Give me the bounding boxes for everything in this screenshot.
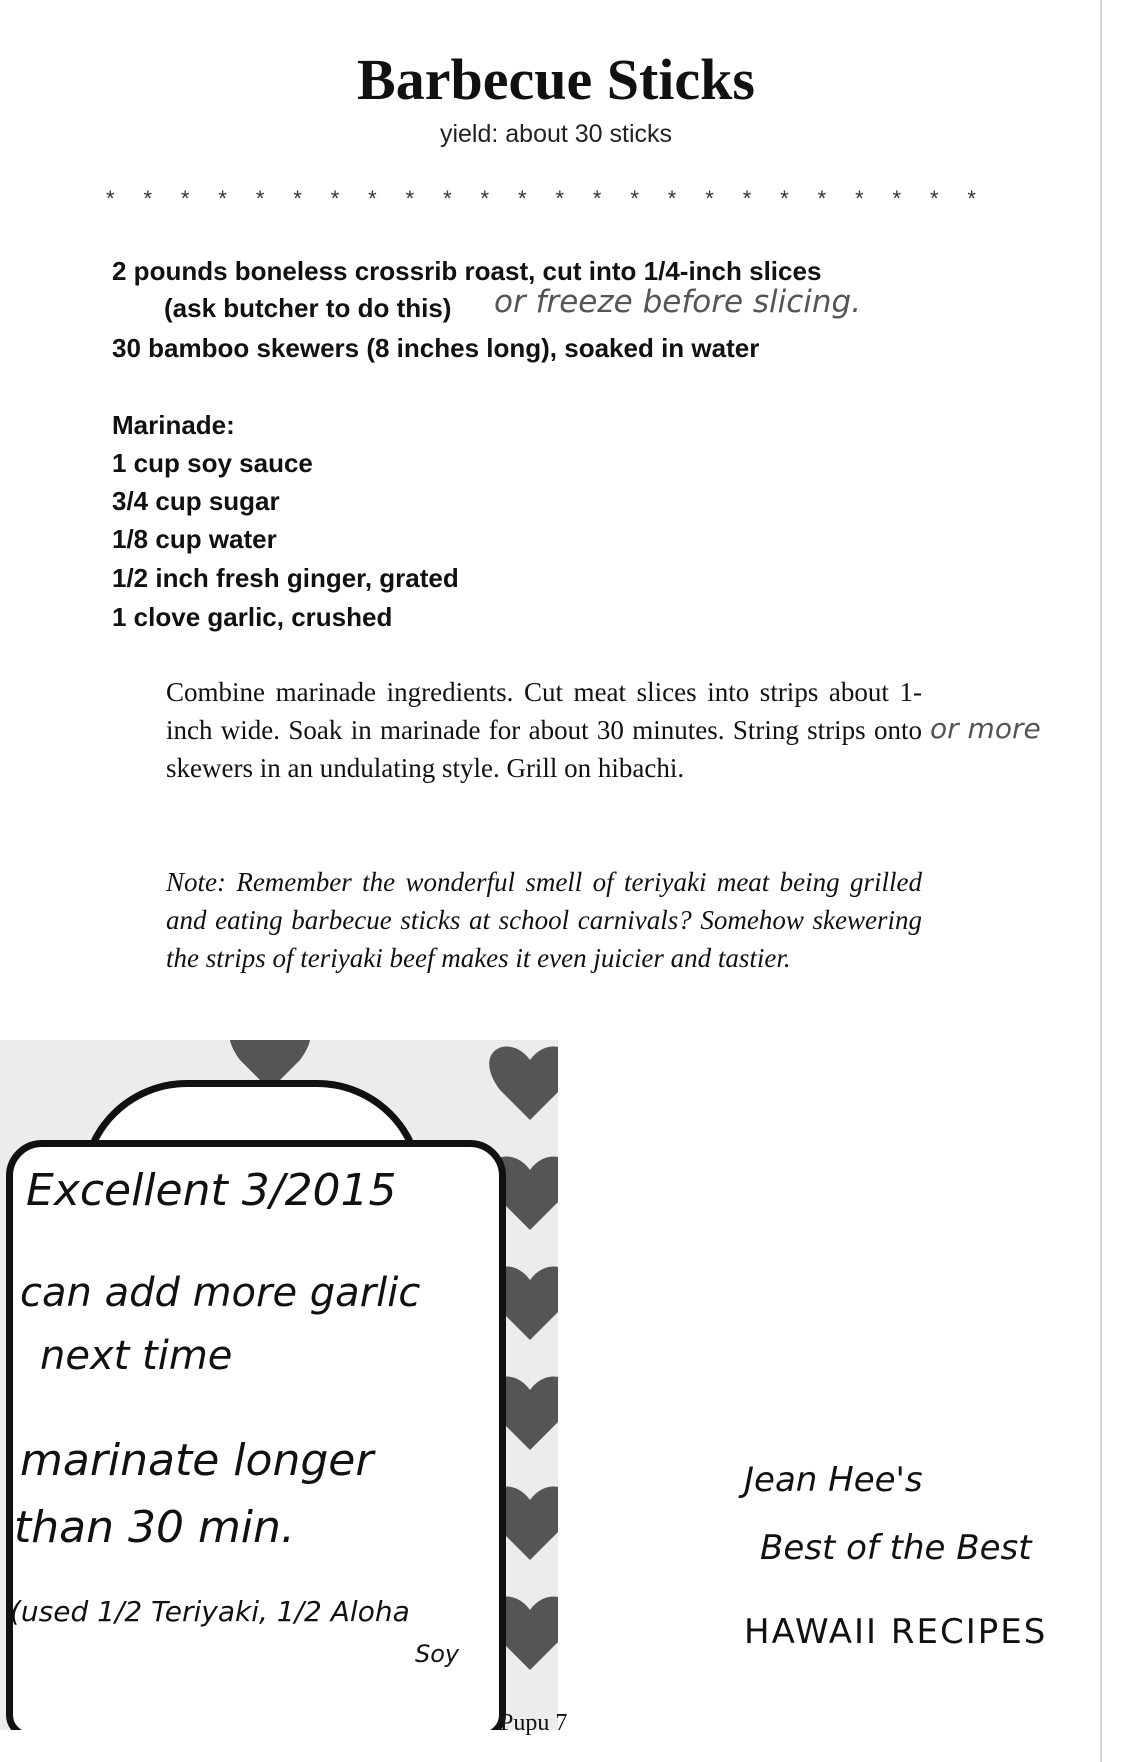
handwritten-freeze-note: or freeze before slicing. <box>494 284 862 320</box>
credit-line: HAWAII RECIPES <box>744 1612 1048 1652</box>
handwritten-more-note: or more <box>930 712 1041 745</box>
card-line: Excellent 3/2015 <box>26 1165 397 1216</box>
ingredient-line: 2 pounds boneless crossrib roast, cut into 1/4-inch slices <box>112 256 822 286</box>
card-line: next time <box>40 1333 233 1379</box>
handwritten-card <box>0 1040 558 1730</box>
marinade-item: 1/2 inch fresh ginger, grated <box>112 563 459 593</box>
marinade-item: 1/8 cup water <box>112 524 277 554</box>
marinade-heading: Marinade: <box>112 410 235 440</box>
card-line: than 30 min. <box>14 1502 295 1553</box>
card-line: (used 1/2 Teriyaki, 1/2 Aloha <box>10 1595 410 1628</box>
credit-line: Jean Hee's <box>744 1460 923 1500</box>
marinade-item: 1 cup soy sauce <box>112 448 313 478</box>
ingredient-line: 30 bamboo skewers (8 inches long), soaked in water <box>112 333 760 363</box>
recipe-title: Barbecue Sticks <box>357 47 755 112</box>
card-line: Soy <box>415 1640 460 1668</box>
recipe-yield: yield: about 30 sticks <box>439 120 673 148</box>
ingredient-line: (ask butcher to do this) <box>164 293 452 323</box>
page-number: Pupu 7 <box>500 1710 568 1736</box>
card-line: marinate longer <box>20 1435 374 1486</box>
directions-text: Combine marinade ingredients. Cut meat slices into strips about 1-inch wide. Soak in marinade for about 30 minutes. String strips onto skewers in an undulating style. Grill on hibachi. <box>166 677 922 783</box>
star-divider: * * * * * * * * * * * * * * * * * * * * * * * * <box>106 186 976 211</box>
marinade-item: 3/4 cup sugar <box>112 486 280 516</box>
note-text: Note: Remember the wonderful smell of teriyaki meat being grilled and eating barbecue sticks at school carnivals? Somehow skewering the strips of teriyaki beef makes it even juicier and tastier. <box>166 867 922 973</box>
card-line: can add more garlic <box>20 1270 421 1316</box>
credit-line: Best of the Best <box>760 1528 1032 1568</box>
marinade-item: 1 clove garlic, crushed <box>112 602 393 632</box>
